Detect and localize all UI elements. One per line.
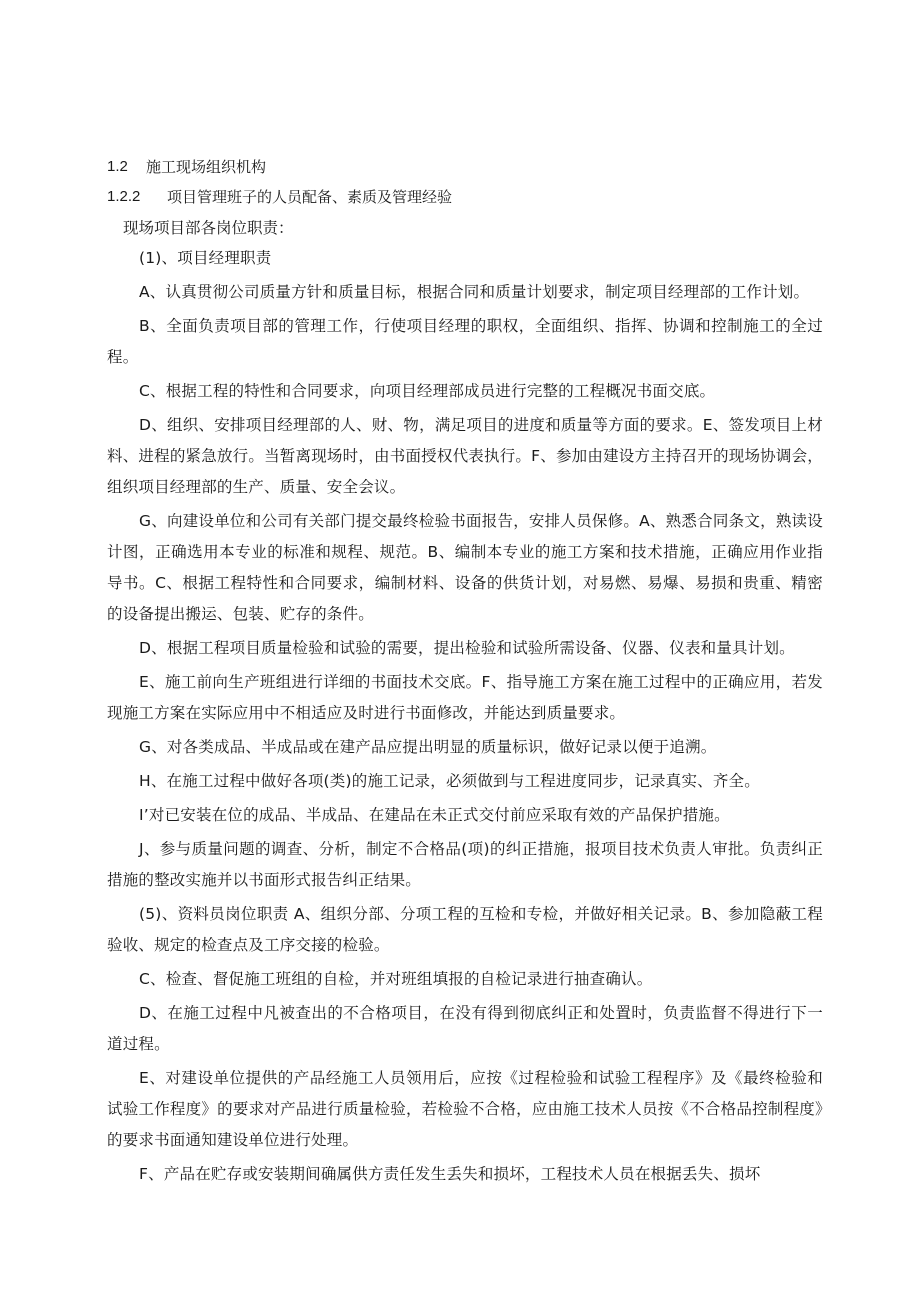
paragraph: C、检查、督促施工班组的自检，并对班组填报的自检记录进行抽查确认。 <box>139 970 653 988</box>
paragraph: F、产品在贮存或安装期间确属供方责任发生丢失和损坏，工程技术人员在根据丢失、损坏 <box>139 1165 761 1183</box>
paragraph: H、在施工过程中做好各项(类)的施工记录，必须做到与工程进度同步，记录真实、齐全。 <box>139 772 760 790</box>
paragraph: D、根据工程项目质量检验和试验的需要，提出检验和试验所需设备、仪器、仪表和量具计划。 <box>139 639 795 657</box>
section-number: 1.2 <box>107 158 128 175</box>
paragraph: D、在施工过程中凡被查出的不合格项目，在没有得到彻底纠正和处置时，负责监督不得进行下一道过程。 <box>107 1004 823 1053</box>
document-content <box>107 152 823 1193</box>
section-title: 施工现场组织机构 <box>146 158 267 176</box>
paragraph: G、向建设单位和公司有关部门提交最终检验书面报告，安排人员保修。A、熟悉合同条文，熟读设计图，正确选用本专业的标准和规程、规范。B、编制本专业的施工方案和技术措施，正确应用作业指导书。C、根据工程特性和合同要求，编制材料、设备的供货计划，对易燃、易爆、易损和贵重、精密的设备提出搬运、包装、贮存的条件。 <box>107 512 823 623</box>
subsection-heading <box>107 182 823 212</box>
paragraph: (1)、项目经理职责 <box>139 249 272 267</box>
section-heading <box>107 152 823 182</box>
subsection-title: 项目管理班子的人员配备、素质及管理经验 <box>167 188 453 206</box>
paragraph: (5)、资料员岗位职责 A、组织分部、分项工程的互检和专检，并做好相关记录。B、参加隐蔽工程验收、规定的检查点及工序交接的检验。 <box>107 905 823 954</box>
paragraph: J、参与质量问题的调查、分析，制定不合格品(项)的纠正措施，报项目技术负责人审批。负责纠正措施的整改实施并以书面形式报告纠正结果。 <box>107 840 823 889</box>
paragraph: E、施工前向生产班组进行详细的书面技术交底。F、指导施工方案在施工过程中的正确应用，若发现施工方案在实际应用中不相适应及时进行书面修改，并能达到质量要求。 <box>107 673 823 722</box>
intro-line: 现场项目部各岗位职责： <box>123 218 294 237</box>
paragraph: B、全面负责项目部的管理工作，行使项目经理的职权，全面组织、指挥、协调和控制施工的全过程。 <box>107 317 823 366</box>
paragraph: E、对建设单位提供的产品经施工人员领用后，应按《过程检验和试验工程程序》及《最终检验和试验工作程度》的要求对产品进行质量检验，若检验不合格，应由施工技术人员按《不合格品控制程度》的要求书面通知建设单位进行处理。 <box>107 1069 823 1149</box>
subsection-number: 1.2.2 <box>107 188 141 205</box>
paragraph: G、对各类成品、半成品或在建产品应提出明显的质量标识，做好记录以便于追溯。 <box>139 738 717 756</box>
paragraph: A、认真贯彻公司质量方针和质量目标，根据合同和质量计划要求，制定项目经理部的工作计划。 <box>139 283 810 301</box>
paragraph: C、根据工程的特性和合同要求，向项目经理部成员进行完整的工程概况书面交底。 <box>139 382 716 400</box>
paragraph: D、组织、安排项目经理部的人、财、物，满足项目的进度和质量等方面的要求。E、签发项目上材料、进程的紧急放行。当暂离现场时，由书面授权代表执行。F、参加由建设方主持召开的现场协调会，组织项目经理部的生产、质量、安全会议。 <box>107 416 823 496</box>
paragraph: I’对已安装在位的成品、半成品、在建品在未正式交付前应采取有效的产品保护措施。 <box>139 806 730 824</box>
